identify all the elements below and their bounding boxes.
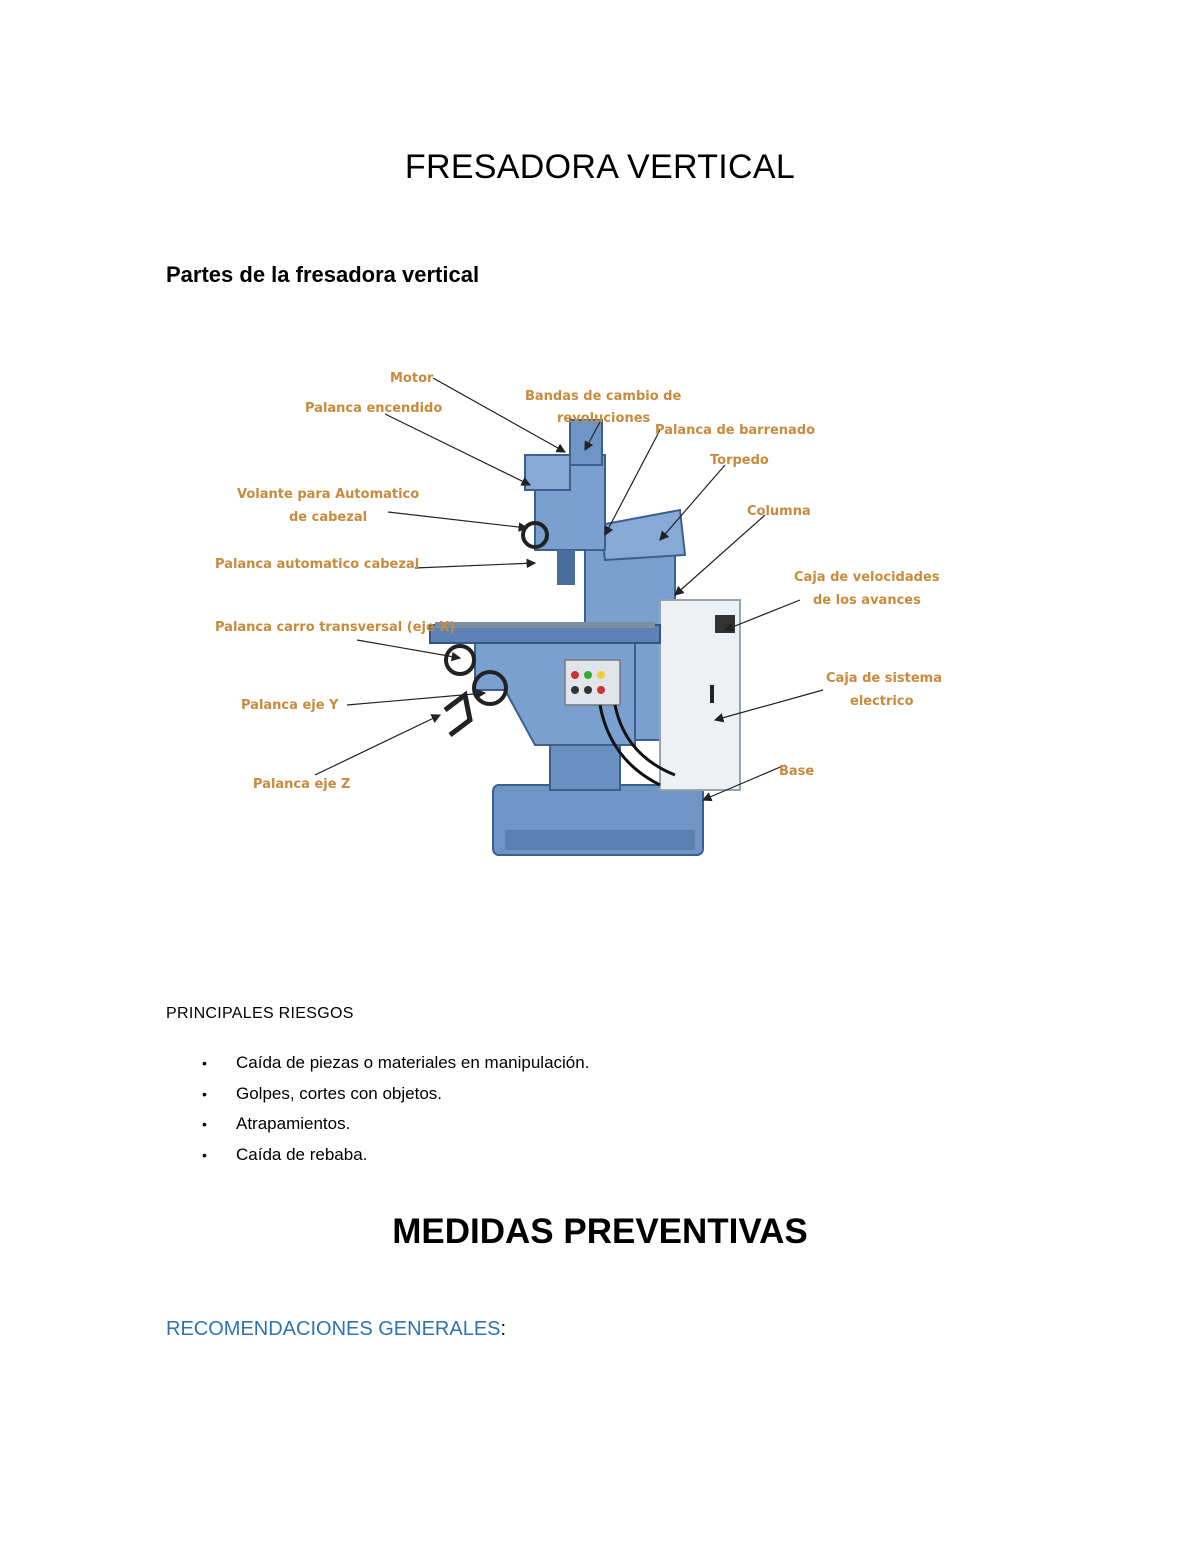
label-caja-sistema-2: electrico (850, 694, 914, 709)
recommendations-label: RECOMENDACIONES GENERALES (166, 1318, 501, 1340)
label-palanca-y: Palanca eje Y (241, 698, 339, 713)
recommendations-heading (166, 1318, 506, 1341)
list-item (196, 1079, 589, 1110)
bullet-marker: • (202, 1085, 207, 1102)
label-torpedo: Torpedo (710, 453, 769, 468)
label-columna: Columna (747, 504, 811, 519)
bullet-marker: • (202, 1116, 207, 1132)
label-bandas-1: Bandas de cambio de (525, 389, 682, 404)
label-motor: Motor (390, 371, 434, 386)
preventive-heading: MEDIDAS PREVENTIVAS (392, 1212, 808, 1251)
risks-list (196, 1048, 589, 1170)
label-palanca-automatico: Palanca automatico cabezal (215, 557, 420, 572)
label-volante-1: Volante para Automatico (237, 487, 420, 502)
label-caja-sistema-1: Caja de sistema (826, 671, 942, 686)
label-caja-velocidades-1: Caja de velocidades (794, 570, 940, 585)
bullet-marker: • (202, 1055, 207, 1071)
label-caja-velocidades-2: de los avances (813, 593, 921, 608)
milling-machine-figure (205, 360, 945, 875)
risk-text: Caída de rebaba. (236, 1144, 368, 1164)
document-title: FRESADORA VERTICAL (404, 148, 796, 186)
list-item (196, 1048, 589, 1079)
label-palanca-carro: Palanca carro transversal (eje X) (215, 620, 456, 635)
section-subtitle: Partes de la fresadora vertical (166, 262, 480, 287)
machine-illustration (430, 420, 740, 855)
label-bandas-2: revoluciones (557, 411, 651, 426)
risk-text: Golpes, cortes con objetos. (236, 1083, 443, 1103)
label-palanca-barrenado: Palanca de barrenado (655, 423, 816, 438)
recommendations-colon: : (500, 1318, 507, 1340)
bullet-marker: • (202, 1146, 207, 1163)
list-item (196, 1140, 589, 1171)
risk-text: Caída de piezas o materiales en manipulación. (236, 1053, 590, 1072)
risks-heading: PRINCIPALES RIESGOS (166, 1005, 354, 1022)
label-base: Base (779, 764, 815, 779)
risk-text: Atrapamientos. (236, 1114, 351, 1133)
label-palanca-encendido: Palanca encendido (305, 401, 443, 416)
label-volante-2: de cabezal (289, 510, 368, 525)
list-item (196, 1109, 589, 1140)
label-palanca-z: Palanca eje Z (253, 777, 351, 792)
milling-machine-diagram (205, 360, 945, 875)
